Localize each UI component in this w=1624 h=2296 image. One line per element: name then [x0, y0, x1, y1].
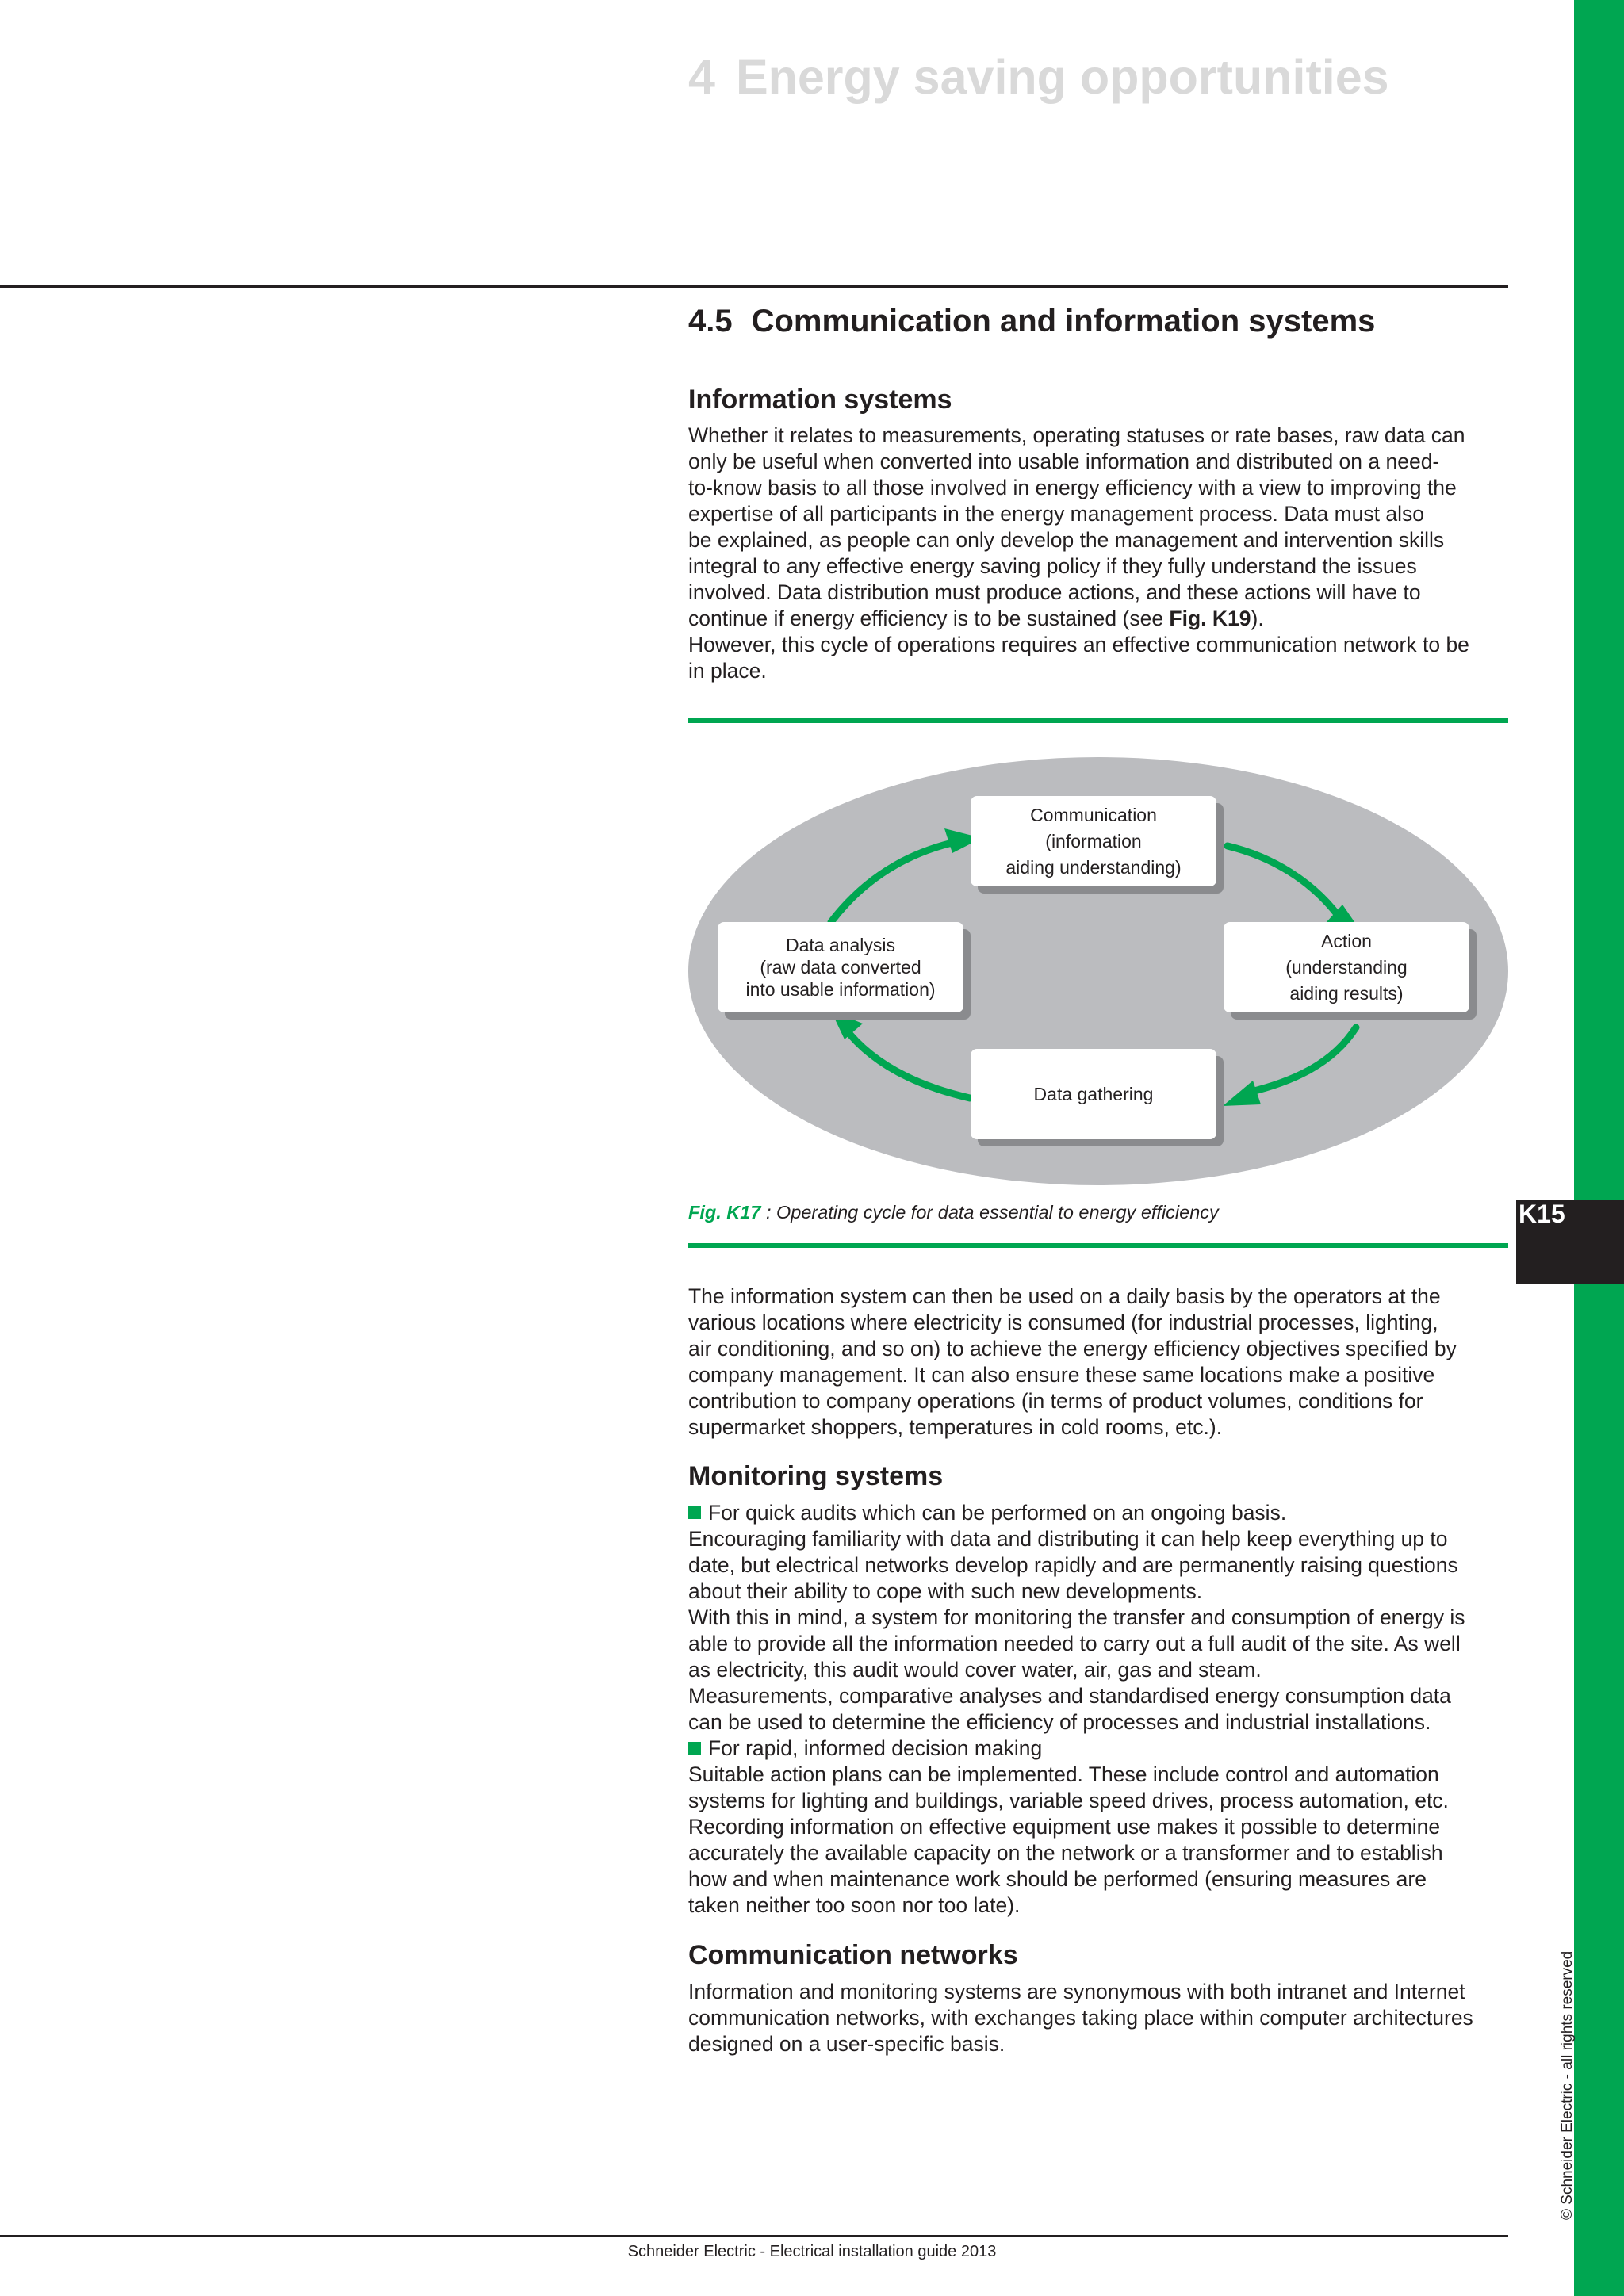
- text-line: able to provide all the information needed to carry out a full audit of the site. As well: [688, 1632, 1461, 1655]
- text-line: be explained, as people can only develop the management and intervention skills: [688, 528, 1445, 552]
- section-number: 4.5: [688, 304, 733, 339]
- text-line: communication networks, with exchanges taking place within computer architectures: [688, 2006, 1473, 2030]
- text-line: taken neither too soon nor too late).: [688, 1893, 1021, 1917]
- box-line: aiding understanding): [1005, 856, 1182, 878]
- figure-caption: [688, 1202, 1219, 1223]
- box-line: aiding results): [1289, 982, 1404, 1004]
- section-title-text: Communication and information systems: [751, 304, 1376, 339]
- text-line: integral to any effective energy saving policy if they fully understand the issues: [688, 554, 1417, 578]
- box-line: Data analysis: [785, 935, 896, 955]
- page-number-tab: K15: [1516, 1200, 1624, 1284]
- text-line: Measurements, comparative analyses and standardised energy consumption data: [688, 1684, 1451, 1708]
- heading-communication-networks: Communication networks: [688, 1940, 1018, 1970]
- bullet-text: For quick audits which can be performed on an ongoing basis.: [708, 1501, 1287, 1525]
- heading-information-systems: Information systems: [688, 385, 952, 415]
- figure-bottom-rule: [688, 1243, 1508, 1248]
- bullet-square-icon: [688, 1506, 701, 1519]
- chapter-title: [688, 49, 1389, 105]
- box-line: (information: [1045, 830, 1142, 851]
- box-line: Action: [1321, 930, 1372, 951]
- text-line: Encouraging familiarity with data and distributing it can help keep everything up to: [688, 1527, 1448, 1551]
- page-footer: Schneider Electric - Electrical installation guide 2013: [627, 2243, 997, 2260]
- text-line: [688, 606, 1513, 632]
- figure-top-rule: [688, 718, 1508, 723]
- networks-paragraph: [688, 1979, 1513, 2057]
- box-line: Data gathering: [1033, 1083, 1154, 1104]
- box-action: [1224, 922, 1469, 1012]
- text-line: Recording information on effective equipment use makes it possible to determine: [688, 1815, 1441, 1839]
- copyright-notice: © Schneider Electric - all rights reserved: [1559, 1950, 1576, 2220]
- caption-text: : Operating cycle for data essential to energy efficiency: [760, 1202, 1219, 1223]
- box-communication: [971, 796, 1216, 886]
- text-line: various locations where electricity is consumed (for industrial processes, lighting,: [688, 1311, 1438, 1334]
- text-line: contribution to company operations (in terms of product volumes, conditions for: [688, 1389, 1423, 1413]
- box-line: (understanding: [1285, 956, 1408, 978]
- box-data-analysis: [718, 922, 963, 1012]
- text-line: involved. Data distribution must produce actions, and these actions will have to: [688, 580, 1421, 604]
- text-line: accurately the available capacity on the network or a transformer and to establish: [688, 1841, 1443, 1865]
- chapter-number: 4: [688, 50, 715, 104]
- bullet-item: [688, 1735, 1513, 1762]
- text-line: Suitable action plans can be implemented. These include control and automation: [688, 1762, 1439, 1786]
- text-run: ).: [1251, 607, 1264, 630]
- figure-reference: Fig. K19: [1169, 607, 1251, 630]
- text-line: supermarket shoppers, temperatures in cold rooms, etc.).: [688, 1415, 1223, 1439]
- text-line: as electricity, this audit would cover water, air, gas and steam.: [688, 1658, 1262, 1682]
- text-line: company management. It can also ensure these same locations make a positive: [688, 1363, 1435, 1387]
- side-accent-bar: [1574, 0, 1624, 2296]
- footer-rule: [0, 2235, 1508, 2237]
- bullet-text: For rapid, informed decision making: [708, 1736, 1043, 1760]
- box-line: into usable information): [745, 979, 936, 1000]
- text-line: Information and monitoring systems are synonymous with both intranet and Internet: [688, 1980, 1465, 2003]
- text-line: The information system can then be used on a daily basis by the operators at the: [688, 1284, 1441, 1308]
- after-figure-paragraph: [688, 1284, 1513, 1441]
- information-systems-paragraph: [688, 423, 1513, 684]
- text-line: date, but electrical networks develop rapidly and are permanently raising questions: [688, 1553, 1458, 1577]
- box-line: (raw data converted: [760, 957, 921, 978]
- chapter-title-text: Energy saving opportunities: [735, 50, 1389, 104]
- text-line: designed on a user-specific basis.: [688, 2032, 1005, 2056]
- text-line: With this in mind, a system for monitoring the transfer and consumption of energy is: [688, 1605, 1465, 1629]
- text-line: systems for lighting and buildings, variable speed drives, process automation, etc.: [688, 1789, 1449, 1812]
- text-line: However, this cycle of operations requires an effective communication network to be: [688, 633, 1469, 656]
- text-run: continue if energy efficiency is to be sustained (see: [688, 607, 1170, 630]
- bullet-item: [688, 1500, 1513, 1526]
- text-line: can be used to determine the efficiency of processes and industrial installations.: [688, 1710, 1431, 1734]
- figure-label: Fig. K17: [688, 1202, 761, 1223]
- box-data-gathering: [971, 1049, 1216, 1139]
- text-line: to-know basis to all those involved in energy efficiency with a view to improving the: [688, 476, 1457, 499]
- header-rule: [0, 285, 1508, 288]
- monitoring-paragraph: [688, 1500, 1513, 1919]
- text-line: Whether it relates to measurements, operating statuses or rate bases, raw data can: [688, 423, 1465, 447]
- text-line: air conditioning, and so on) to achieve the energy efficiency objectives specified by: [688, 1337, 1457, 1360]
- text-line: about their ability to cope with such new developments.: [688, 1579, 1203, 1603]
- operating-cycle-diagram: [688, 757, 1508, 1185]
- text-line: in place.: [688, 659, 767, 683]
- section-title: [688, 304, 1375, 339]
- bullet-square-icon: [688, 1742, 701, 1755]
- text-line: only be useful when converted into usable information and distributed on a need-: [688, 450, 1440, 473]
- box-line: Communication: [1030, 804, 1157, 825]
- text-line: expertise of all participants in the energy management process. Data must also: [688, 502, 1424, 526]
- heading-monitoring-systems: Monitoring systems: [688, 1461, 944, 1491]
- text-line: how and when maintenance work should be performed (ensuring measures are: [688, 1867, 1427, 1891]
